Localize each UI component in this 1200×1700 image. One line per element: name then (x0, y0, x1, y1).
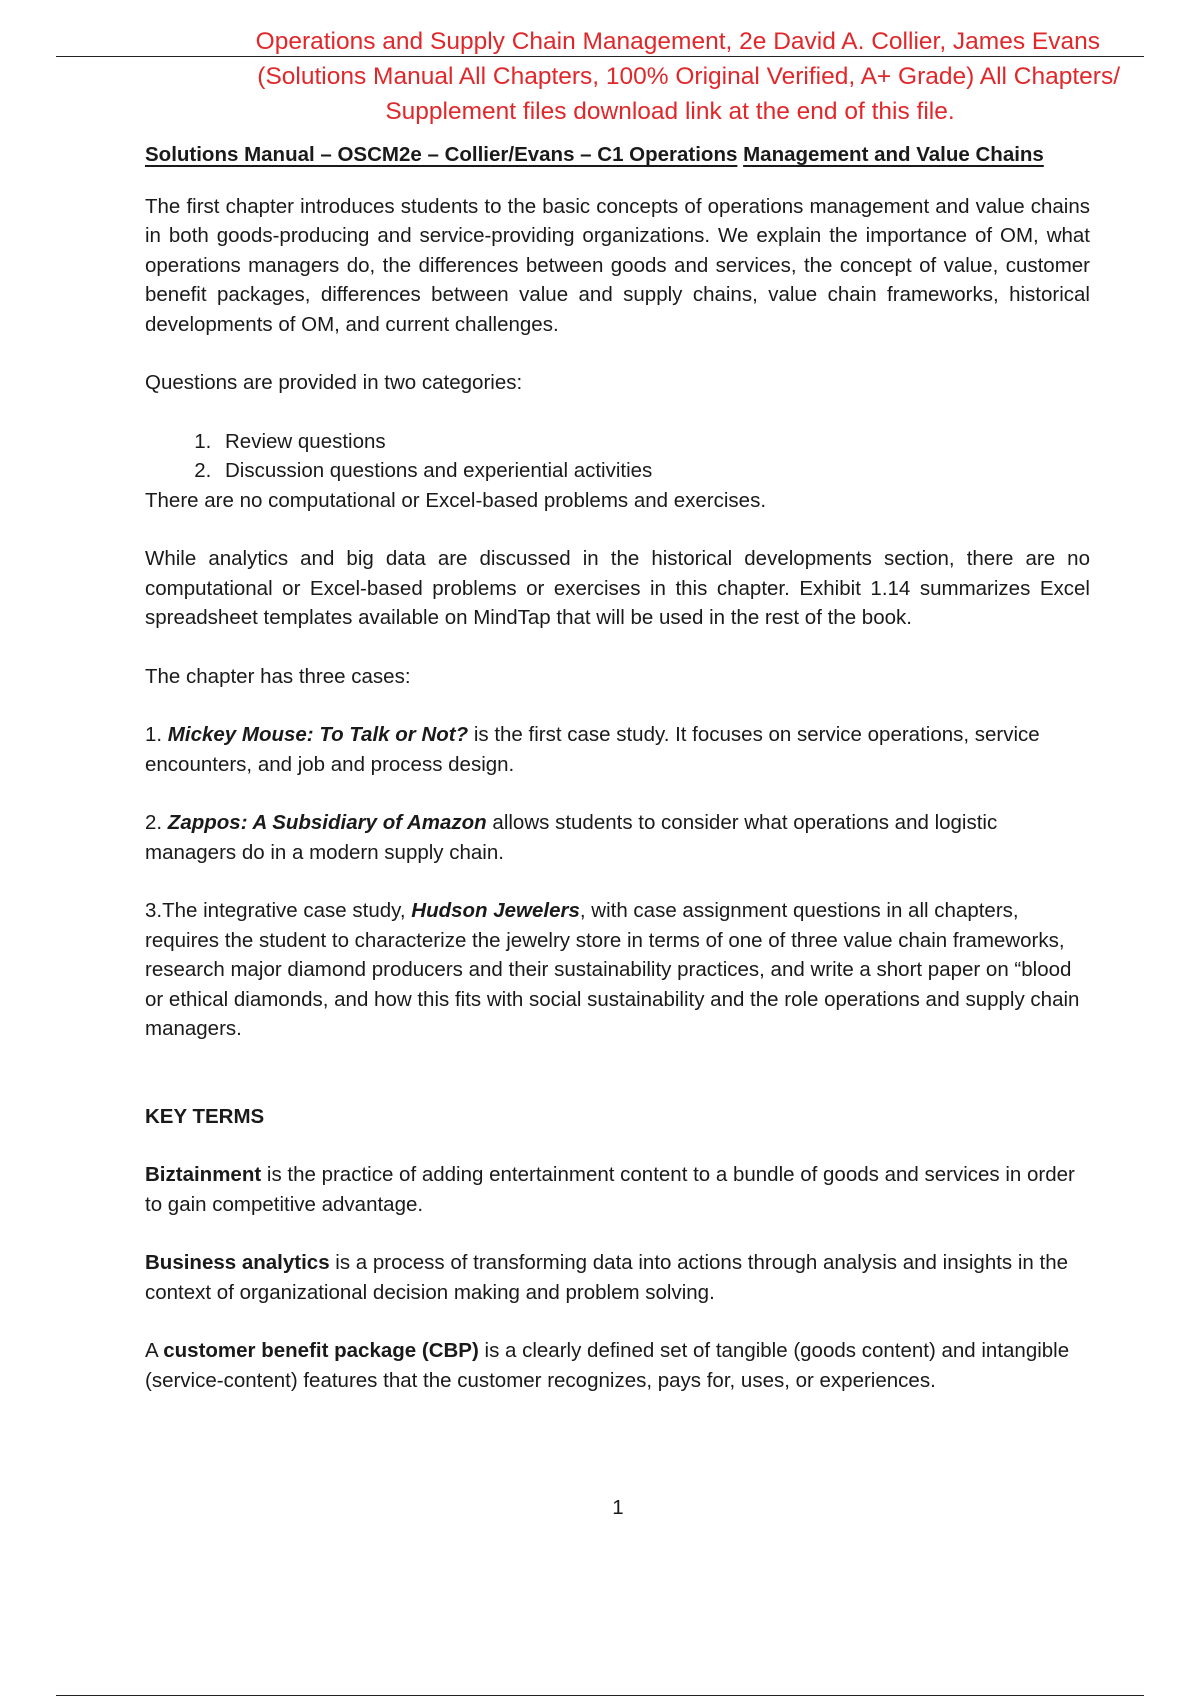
header-line-2: (Solutions Manual All Chapters, 100% Original Verified, A+ Grade) All Chapters/ (257, 63, 1120, 90)
case-1-paragraph (145, 720, 1090, 779)
header-line-3: Supplement files download link at the end of this file. (385, 98, 955, 125)
case-2-text: allows students to consider what operations and logistic managers do in a modern supply chain. (145, 811, 998, 864)
term-1-term: Biztainment (145, 1163, 262, 1186)
case-3-text: , with case assignment questions in all chapters, requires the student to characterize the jewelry store in terms of one of three value chain frameworks, research major diamond producers and their sustainability practices, and write a short paper on “blood or ethical diamonds, and how this fits with social sustainability and the role operations and supply chain managers. (145, 899, 1080, 1040)
case-3-prefix: 3.The integrative case study, (145, 899, 412, 922)
page-number: 1 (612, 1496, 624, 1519)
case-3-paragraph (145, 896, 1090, 1044)
list-item: 1. Review questions (217, 427, 1090, 457)
term-1-definition: is the practice of adding entertainment content to a bundle of goods and services in order to gain competitive advantage. (145, 1163, 1075, 1216)
top-divider (56, 56, 1144, 57)
bottom-divider (56, 1695, 1144, 1696)
intro-paragraph: The first chapter introduces students to the basic concepts of operations management and value chains in both goods-producing and service-providing organizations. We explain the importance of OM, what operations managers do, the differences between goods and services, the concept of value, customer benefit packages, differences between value and supply chains, value chain frameworks, historical developments of OM, and current challenges. (145, 194, 1090, 336)
case-3-title: Hudson Jewelers (411, 899, 580, 922)
document-title (145, 140, 1090, 170)
key-terms-heading: KEY TERMS (145, 1104, 265, 1128)
case-1-prefix: 1. (145, 723, 168, 746)
term-2-term: Business analytics (145, 1251, 330, 1274)
term-customer-benefit-package (145, 1336, 1090, 1395)
term-3-term: customer benefit package (CBP) (163, 1339, 479, 1362)
analytics-paragraph: While analytics and big data are discussed in the historical developments section, there are no computational or Excel-based problems or exercises in this chapter. Exhibit 1.14 summarizes Excel spreadsheet templates available on MindTap that will be used in the rest of the book. (145, 547, 1090, 629)
term-2-definition: is a process of transforming data into actions through analysis and insights in the context of organizational decision making and problem solving. (145, 1251, 1069, 1304)
document-body (145, 140, 1090, 1424)
categories-list (145, 427, 1090, 486)
case-2-title: Zappos: A Subsidiary of Amazon (167, 811, 487, 834)
document-title-part-2: Management and Value Chains (743, 143, 1044, 166)
header-line-1: Operations and Supply Chain Management, 2e David A. Collier, James Evans (255, 28, 1100, 55)
term-business-analytics (145, 1248, 1090, 1307)
header-banner (200, 24, 1140, 129)
case-2-paragraph (145, 808, 1090, 867)
term-3-definition: is a clearly defined set of tangible (goods content) and intangible (service-content) features that the customer recognizes, pays for, uses, or experiences. (145, 1339, 1070, 1392)
categories-intro: Questions are provided in two categories: (145, 371, 523, 394)
no-computational-note: There are no computational or Excel-based problems and exercises. (145, 488, 767, 512)
case-1-text: is the first case study. It focuses on service operations, service encounters, and job and process design. (145, 723, 1040, 776)
cases-intro: The chapter has three cases: (145, 664, 411, 688)
list-item: 2. Discussion questions and experiential activities (217, 456, 1090, 486)
term-3-prefix: A (145, 1339, 164, 1362)
term-biztainment (145, 1160, 1090, 1219)
case-2-prefix: 2. (145, 811, 168, 834)
document-title-part-1: Solutions Manual – OSCM2e – Collier/Evans – C1 Operations (145, 143, 738, 166)
case-1-title: Mickey Mouse: To Talk or Not? (167, 723, 469, 746)
